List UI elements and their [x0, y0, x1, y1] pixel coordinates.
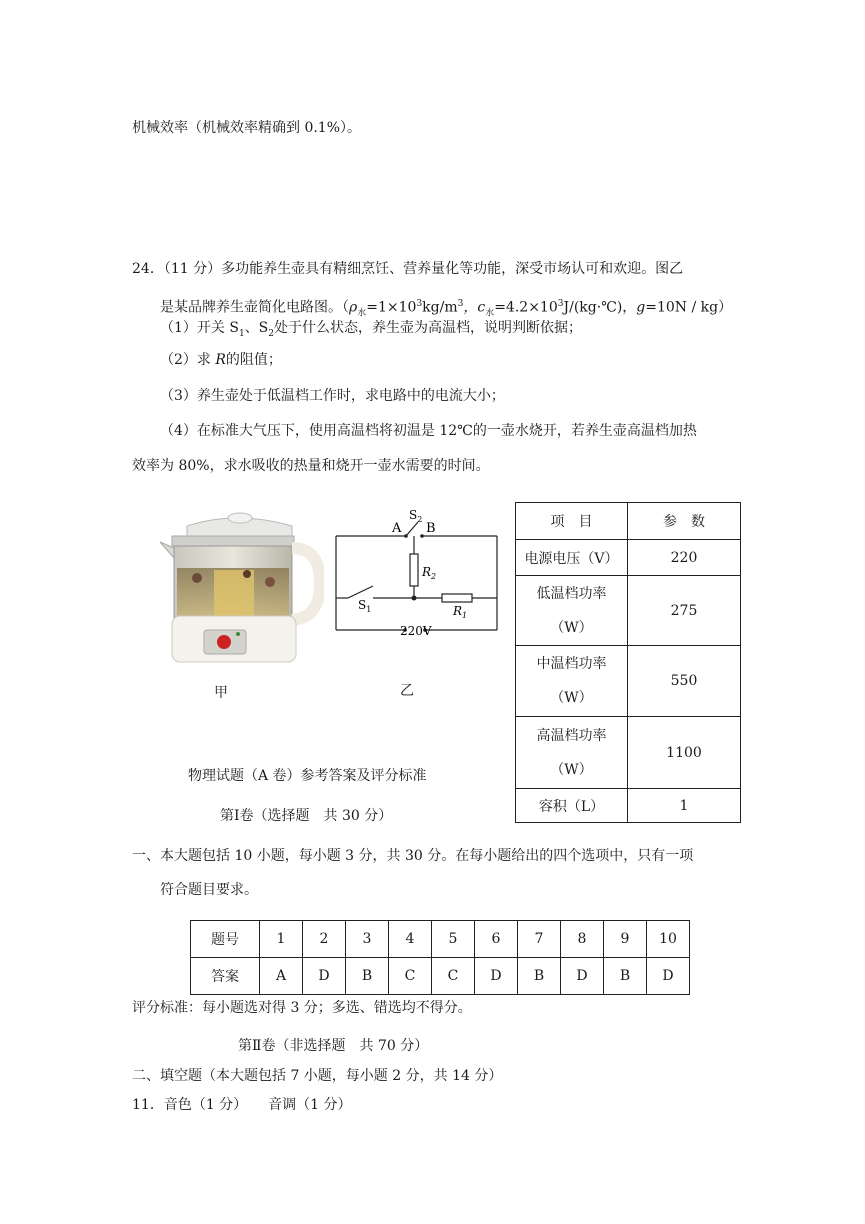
param-item-unit: （W）	[550, 619, 593, 636]
label-s2-letter: S	[409, 508, 418, 522]
answer-number-row	[191, 921, 690, 958]
answer-letter: C	[432, 958, 475, 995]
scoring-standard: 评分标准：每小题选对得 3 分；多选、错选均不得分。	[132, 1000, 472, 1016]
rho-unit-exponent: 3	[457, 299, 464, 309]
answer-letter-row	[191, 958, 690, 995]
answer-letter: B	[346, 958, 389, 995]
node-a	[404, 534, 408, 538]
answer-letter: D	[647, 958, 690, 995]
label-r1-subscript: 1	[462, 611, 468, 620]
s1-switch-blade	[348, 586, 373, 598]
s2-switch-blade	[406, 522, 418, 536]
param-item-unit: （W）	[550, 690, 593, 706]
parameter-table	[515, 502, 741, 823]
q11-answer: 11．音色（1 分） 音调（1 分）	[132, 1097, 352, 1113]
answer-letter: D	[475, 958, 518, 995]
label-r2-subscript: 2	[431, 572, 437, 581]
g-symbol: g	[636, 299, 646, 316]
param-value: 550	[628, 646, 741, 717]
r1-resistor	[442, 594, 472, 602]
question-number: 10	[647, 921, 690, 958]
label-r2	[421, 565, 436, 581]
rho-unit: kg/m	[422, 299, 458, 316]
sub1-text-b: 、S	[244, 320, 269, 336]
param-row	[516, 540, 741, 576]
param-row	[516, 717, 741, 789]
param-item-name: 低温档功率	[536, 585, 607, 602]
c-symbol: ，c	[463, 299, 486, 316]
q24-sub1	[160, 318, 582, 344]
question-number: 1	[260, 921, 303, 958]
question-number: 6	[475, 921, 518, 958]
sub1-s2-subscript: 2	[268, 328, 275, 339]
c-unit: J/(kg·℃)，	[563, 299, 637, 316]
label-r1	[452, 604, 467, 620]
answer-row-label: 题号	[191, 921, 260, 958]
question-number: 4	[389, 921, 432, 958]
answer-table	[190, 920, 690, 995]
answer-letter: B	[518, 958, 561, 995]
param-item-name: 中温档功率	[536, 656, 607, 672]
part1-title: 第Ⅰ卷（选择题 共 30 分）	[220, 808, 393, 824]
answer-letter: D	[303, 958, 346, 995]
param-value: 1100	[628, 717, 741, 789]
section1-line2: 符合题目要求。	[160, 882, 258, 898]
part2-title: 第Ⅱ卷（非选择题 共 70 分）	[238, 1038, 429, 1054]
rho-subscript: 水	[357, 308, 367, 319]
circuit-caption: 乙	[400, 683, 414, 699]
sub2-text-a: （2）求	[160, 352, 216, 368]
sub1-s1-subscript: 1	[238, 328, 245, 339]
param-item	[516, 576, 628, 646]
question-number: 5	[432, 921, 475, 958]
param-value: 220	[628, 540, 741, 576]
label-a: A	[392, 521, 402, 536]
circuit-diagram	[325, 508, 510, 643]
section2-heading: 二、填空题（本大题包括 7 小题，每小题 2 分，共 14 分）	[132, 1068, 503, 1084]
param-item	[516, 717, 628, 789]
param-header-value: 参 数	[628, 503, 741, 540]
answer-letter: A	[260, 958, 303, 995]
label-s2-subscript: 2	[417, 515, 423, 524]
question-number: 2	[303, 921, 346, 958]
q24-sub3: （3）养生壶处于低温档工作时，求电路中的电流大小；	[160, 388, 505, 404]
voltage-label: 220V	[400, 624, 432, 638]
node-b	[420, 534, 424, 538]
sub1-text-a: （1）开关 S	[160, 320, 239, 336]
q24-line1: 24．（11 分）多功能养生壶具有精细烹饪、营养量化等功能，深受市场认可和欢迎。图乙	[132, 261, 684, 277]
param-item: 电源电压（V）	[516, 540, 628, 576]
junction-node	[412, 596, 417, 601]
answer-letter: B	[604, 958, 647, 995]
r2-resistor	[410, 554, 418, 586]
label-r2-letter: R	[422, 565, 432, 579]
c-exponent: 3	[557, 299, 564, 309]
section1-line1: 一、本大题包括 10 小题，每小题 3 分，共 30 分。在每小题给出的四个选项中，只有一项	[132, 848, 694, 864]
param-row	[516, 789, 741, 823]
c-subscript: 水	[485, 308, 495, 319]
sub2-text-b: 的阻值；	[225, 352, 282, 368]
label-s1-letter: S	[358, 598, 367, 612]
param-header-item: 项 目	[516, 503, 628, 540]
label-s2	[409, 508, 422, 524]
param-item: 容积（L）	[516, 789, 628, 823]
kettle-caption: 甲	[214, 685, 228, 701]
rho-exponent: 3	[416, 299, 423, 309]
label-s1	[358, 598, 371, 614]
top-line: 机械效率（机械效率精确到 0.1%）。	[132, 120, 362, 136]
sub2-r-symbol: R	[215, 352, 226, 368]
question-number: 7	[518, 921, 561, 958]
param-value: 275	[628, 576, 741, 646]
q24-sub4-line2: 效率为 80%，求水吸收的热量和烧开一壶水需要的时间。	[132, 458, 490, 474]
q24-line2-intro: 是某品牌养生壶简化电路图。（	[160, 299, 349, 316]
answer-letter: D	[561, 958, 604, 995]
rho-symbol: ρ	[349, 299, 358, 316]
param-row	[516, 576, 741, 646]
g-value: =10N / kg）	[645, 299, 733, 316]
answer-letter: C	[389, 958, 432, 995]
q24-sub4-line1: （4）在标准大气压下，使用高温档将初温是 12℃的一壶水烧开，若养生壶高温档加热	[160, 423, 697, 439]
question-number: 8	[561, 921, 604, 958]
sub1-text-c: 处于什么状态，养生壶为高温档，说明判断依据；	[274, 320, 583, 336]
q24-sub2	[160, 350, 282, 370]
question-number: 3	[346, 921, 389, 958]
param-item-unit: （W）	[550, 761, 593, 778]
param-value: 1	[628, 789, 741, 823]
rho-value: =1×10	[366, 299, 417, 316]
kettle-illustration	[152, 508, 324, 668]
question-number: 9	[604, 921, 647, 958]
label-r1-letter: R	[453, 604, 463, 618]
label-b: B	[426, 521, 436, 536]
c-value: =4.2×10	[494, 299, 558, 316]
label-s1-subscript: 1	[366, 605, 372, 614]
answer-row-label: 答案	[191, 958, 260, 995]
param-item	[516, 646, 628, 717]
answer-title: 物理试题（A 卷）参考答案及评分标准	[188, 768, 427, 784]
param-row	[516, 646, 741, 717]
param-item-name: 高温档功率	[536, 727, 607, 744]
param-header-row	[516, 503, 741, 540]
